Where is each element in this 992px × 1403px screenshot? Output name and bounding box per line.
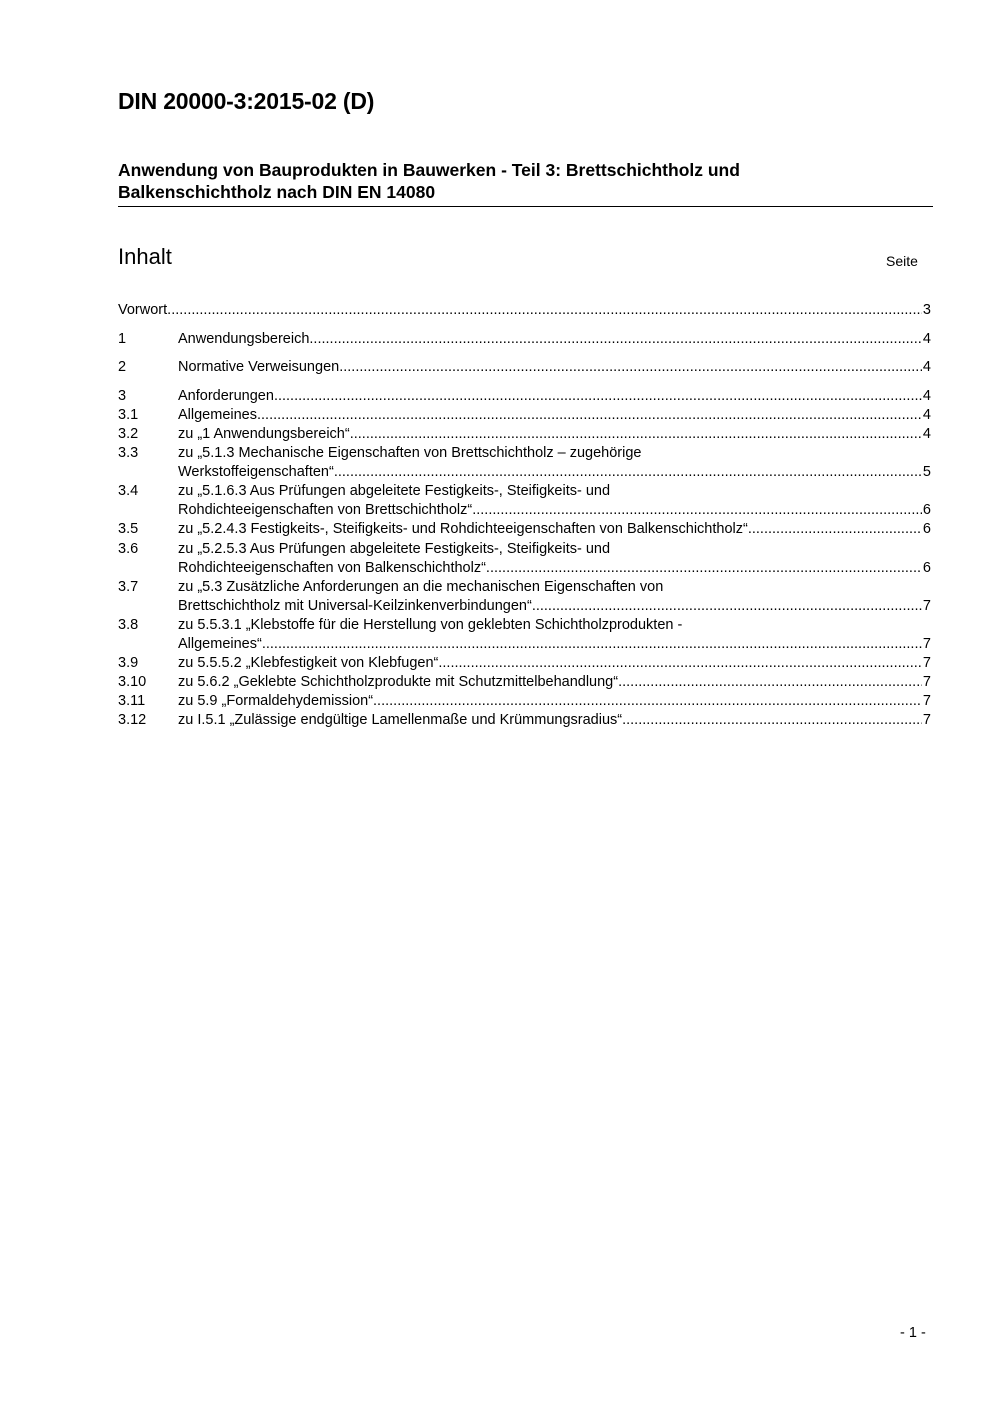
toc-entry-page: 7: [922, 674, 931, 691]
toc-entry-3-10[interactable]: [118, 673, 931, 692]
toc-entry-number: 3.8: [118, 616, 139, 633]
toc-entry-page: 3: [922, 302, 931, 318]
toc-entry-3-9[interactable]: [118, 654, 931, 673]
dot-leader: [438, 654, 922, 673]
toc-entry-page: 4: [922, 387, 931, 404]
toc-entry-title: zu 5.5.5.2 „Klebfestigkeit von Klebfugen“: [178, 655, 439, 672]
toc-entry-3-7[interactable]: [118, 578, 931, 616]
toc-entry-page: 7: [922, 636, 931, 652]
toc-entry-number: 3.11: [118, 693, 146, 710]
toc-entry-title-line-1: zu „5.3 Zusätzliche Anforderungen an die mechanischen Eigenschaften von: [178, 578, 664, 595]
dot-leader: [532, 597, 922, 616]
toc-entry-number: 3: [118, 387, 127, 404]
toc-entry-3-5[interactable]: [118, 520, 931, 539]
toc-entry-3-4[interactable]: [118, 482, 931, 520]
toc-entry-page: 5: [922, 464, 931, 481]
toc-entry-title-line-1: zu „5.2.5.3 Aus Prüfungen abgeleitete Festigkeits-, Steifigkeits- und: [178, 540, 611, 557]
toc-entry-page: 7: [922, 655, 931, 672]
toc-entry-3-11[interactable]: [118, 692, 931, 711]
toc-entry-number: 1: [118, 330, 127, 347]
dot-leader: [257, 406, 922, 425]
dot-leader: [262, 635, 922, 654]
toc-entry-title: zu 5.9 „Formaldehydemission“: [178, 693, 374, 710]
dot-leader: [309, 330, 922, 349]
toc-entry-title-line-1: zu „5.1.3 Mechanische Eigenschaften von Brettschichtholz – zugehörige: [178, 445, 642, 462]
toc-entry-title: Rohdichteeigenschaften von Balkenschichtholz“: [178, 559, 486, 576]
toc-entry-title: Anforderungen: [178, 387, 274, 404]
toc-entry-3-1[interactable]: [118, 406, 931, 425]
toc-entry-page: 4: [922, 425, 931, 442]
toc-entry-title: Vorwort: [118, 302, 168, 318]
toc-entry-3-3[interactable]: [118, 444, 931, 482]
toc-entry-number: 3.12: [118, 712, 147, 729]
toc-entry-number: 3.1: [118, 406, 139, 423]
toc-entry-title: Werkstoffeigenschaften“: [178, 464, 334, 481]
toc-entry-title: zu 5.6.2 „Geklebte Schichtholzprodukte mit Schutzmittelbehandlung“: [178, 674, 619, 691]
toc-entry-page: 6: [922, 502, 931, 519]
table-of-contents: [118, 301, 931, 730]
toc-page-column-label: Seite: [886, 253, 918, 269]
document-title: DIN 20000-3:2015-02 (D): [118, 88, 375, 114]
toc-entry-1[interactable]: [118, 330, 931, 349]
toc-entry-3-12[interactable]: [118, 711, 931, 730]
toc-entry-number: 3.4: [118, 483, 139, 500]
dot-leader: [373, 692, 922, 711]
toc-entry-number: 3.6: [118, 540, 139, 557]
toc-entry-page: 7: [922, 712, 931, 729]
dot-leader: [350, 425, 922, 444]
toc-entry-number: 3.2: [118, 425, 139, 442]
toc-entry-title-line-1: zu 5.5.3.1 „Klebstoffe für die Herstellung von geklebten Schichtholzprodukten -: [178, 616, 683, 633]
dot-leader: [472, 501, 922, 520]
toc-entry-title-line-1: zu „5.1.6.3 Aus Prüfungen abgeleitete Festigkeits-, Steifigkeits- und: [178, 483, 611, 500]
toc-entry-3-2[interactable]: [118, 425, 931, 444]
toc-entry-number: 3.5: [118, 521, 139, 538]
toc-entry-title: Normative Verweisungen: [178, 359, 340, 376]
toc-entry-2[interactable]: [118, 358, 931, 377]
dot-leader: [748, 520, 922, 539]
toc-entry-3-6[interactable]: [118, 540, 931, 578]
dot-leader: [618, 673, 922, 692]
toc-entry-page: 4: [922, 359, 931, 376]
dot-leader: [274, 387, 922, 406]
toc-entry-page: 7: [922, 693, 931, 710]
toc-entry-title: zu „5.2.4.3 Festigkeits-, Steifigkeits- und Rohdichteeigenschaften von Balkenschichtholz“: [178, 521, 748, 538]
dot-leader: [622, 711, 922, 730]
toc-entry-3-8[interactable]: [118, 616, 931, 654]
toc-heading: Inhalt: [118, 244, 172, 269]
toc-entry-vorwort[interactable]: [118, 301, 931, 320]
toc-entry-title: zu „1 Anwendungsbereich“: [178, 425, 350, 442]
dot-leader: [167, 301, 922, 320]
title-divider: [118, 206, 933, 207]
toc-entry-number: 3.7: [118, 578, 139, 595]
toc-entry-title: Allgemeines: [178, 406, 257, 423]
toc-entry-3[interactable]: [118, 387, 931, 406]
toc-entry-page: 6: [922, 559, 931, 576]
dot-leader: [339, 358, 922, 377]
toc-entry-title: Rohdichteeigenschaften von Brettschichtholz“: [178, 502, 473, 519]
page-number: - 1 -: [900, 1325, 926, 1341]
toc-entry-title: Anwendungsbereich: [178, 330, 310, 347]
toc-entry-page: 4: [922, 330, 931, 347]
dot-leader: [334, 463, 922, 482]
toc-entry-title: zu I.5.1 „Zulässige endgültige Lamellenmaße und Krümmungsradius“: [178, 712, 623, 729]
document-subtitle: [118, 159, 934, 203]
subtitle-line-1: Anwendung von Bauprodukten in Bauwerken - Teil 3: Brettschichtholz und: [118, 160, 740, 180]
toc-entry-number: 3.3: [118, 445, 139, 462]
toc-entry-title: Allgemeines“: [178, 636, 262, 652]
toc-entry-number: 3.10: [118, 674, 147, 691]
toc-entry-page: 6: [922, 521, 931, 538]
dot-leader: [486, 559, 922, 578]
toc-entry-number: 2: [118, 359, 127, 376]
toc-entry-page: 7: [922, 597, 931, 614]
toc-entry-page: 4: [922, 406, 931, 423]
subtitle-line-2: Balkenschichtholz nach DIN EN 14080: [118, 182, 436, 202]
toc-entry-number: 3.9: [118, 655, 139, 672]
toc-entry-title: Brettschichtholz mit Universal-Keilzinkenverbindungen“: [178, 597, 532, 614]
